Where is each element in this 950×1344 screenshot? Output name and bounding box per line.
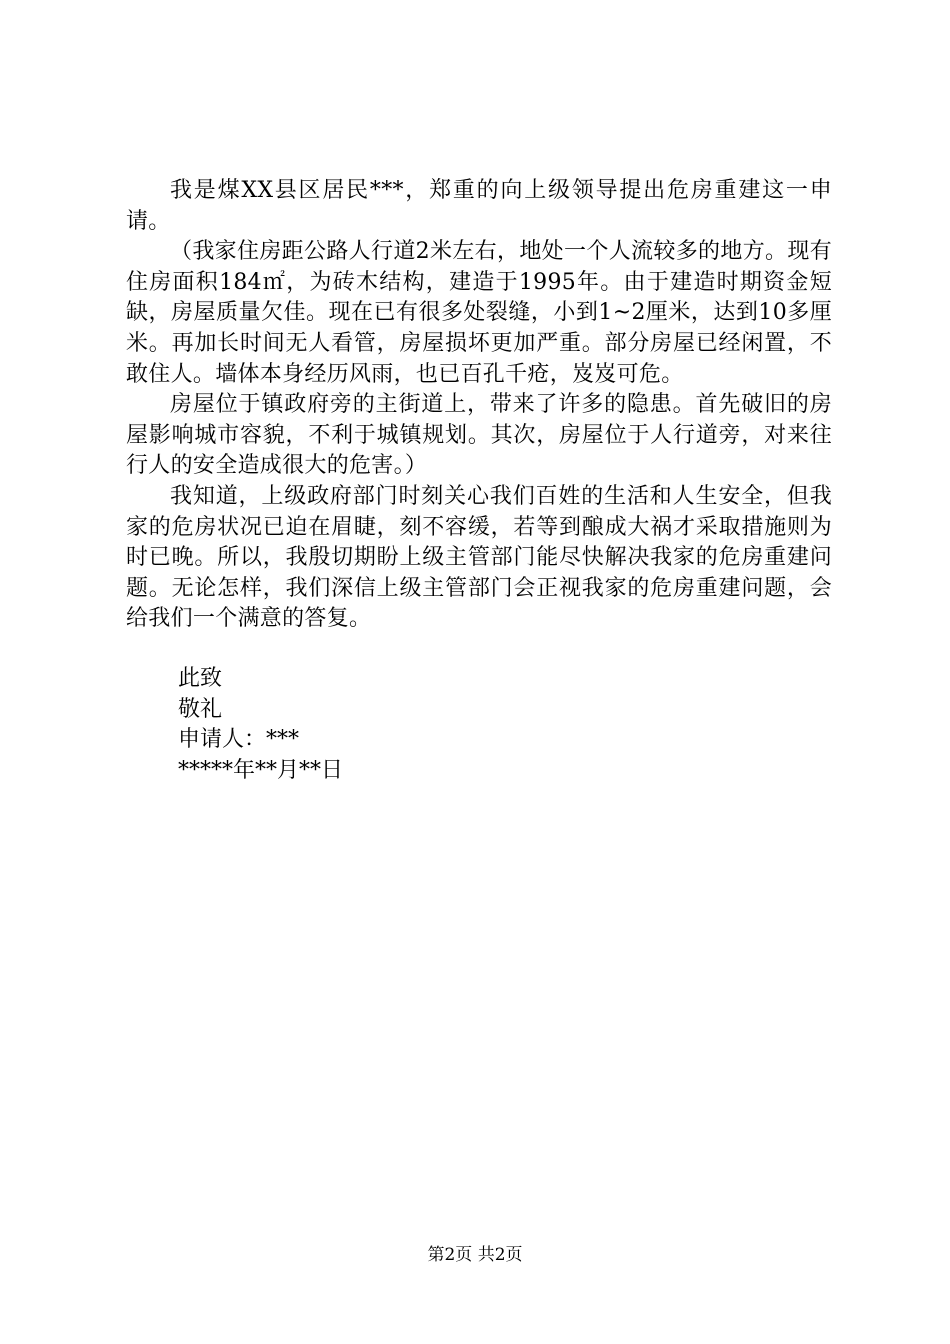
applicant-signature: 申请人：*** (178, 727, 300, 753)
closing-regards: 敬礼 (178, 696, 223, 722)
page-footer: 第2页 共2页 (427, 1245, 523, 1265)
paragraph-intro: 我是煤XX县区居民***，郑重的向上级领导提出危房重建这一申请。 (126, 178, 832, 234)
paragraph-request: 我知道，上级政府部门时刻关心我们百姓的生活和人生安全，但我家的危房状况已迫在眉睫，刻不容缓，若等到酿成大祸才采取措施则为时已晚。所以，我殷切期盼上级主管部门能尽快解决我家的危房重建问题。无论怎样，我们深信上级主管部门会正视我家的危房重建问题，会给我们一个满意的答复。 (126, 483, 832, 632)
letter-body (126, 176, 832, 635)
letter-date: *****年**月**日 (178, 757, 344, 783)
letter-closing (178, 664, 343, 786)
paragraph-house-condition: （我家住房距公路人行道2米左右，地处一个人流较多的地方。现有住房面积184㎡，为砖木结构，建造于1995年。由于建造时期资金短缺，房屋质量欠佳。现在已有很多处裂缝，小到1~2厘米，达到10多厘米。再加长时间无人看管，房屋损坏更加严重。部分房屋已经闲置，不敢住人。墙体本身经历风雨，也已百孔千疮，岌岌可危。 (126, 239, 832, 387)
paragraph-location-hazards: 房屋位于镇政府旁的主街道上，带来了许多的隐患。首先破旧的房屋影响城市容貌，不利于城镇规划。其次，房屋位于人行道旁，对来往行人的安全造成很大的危害。） (126, 392, 832, 479)
closing-salutation: 此致 (178, 666, 223, 691)
